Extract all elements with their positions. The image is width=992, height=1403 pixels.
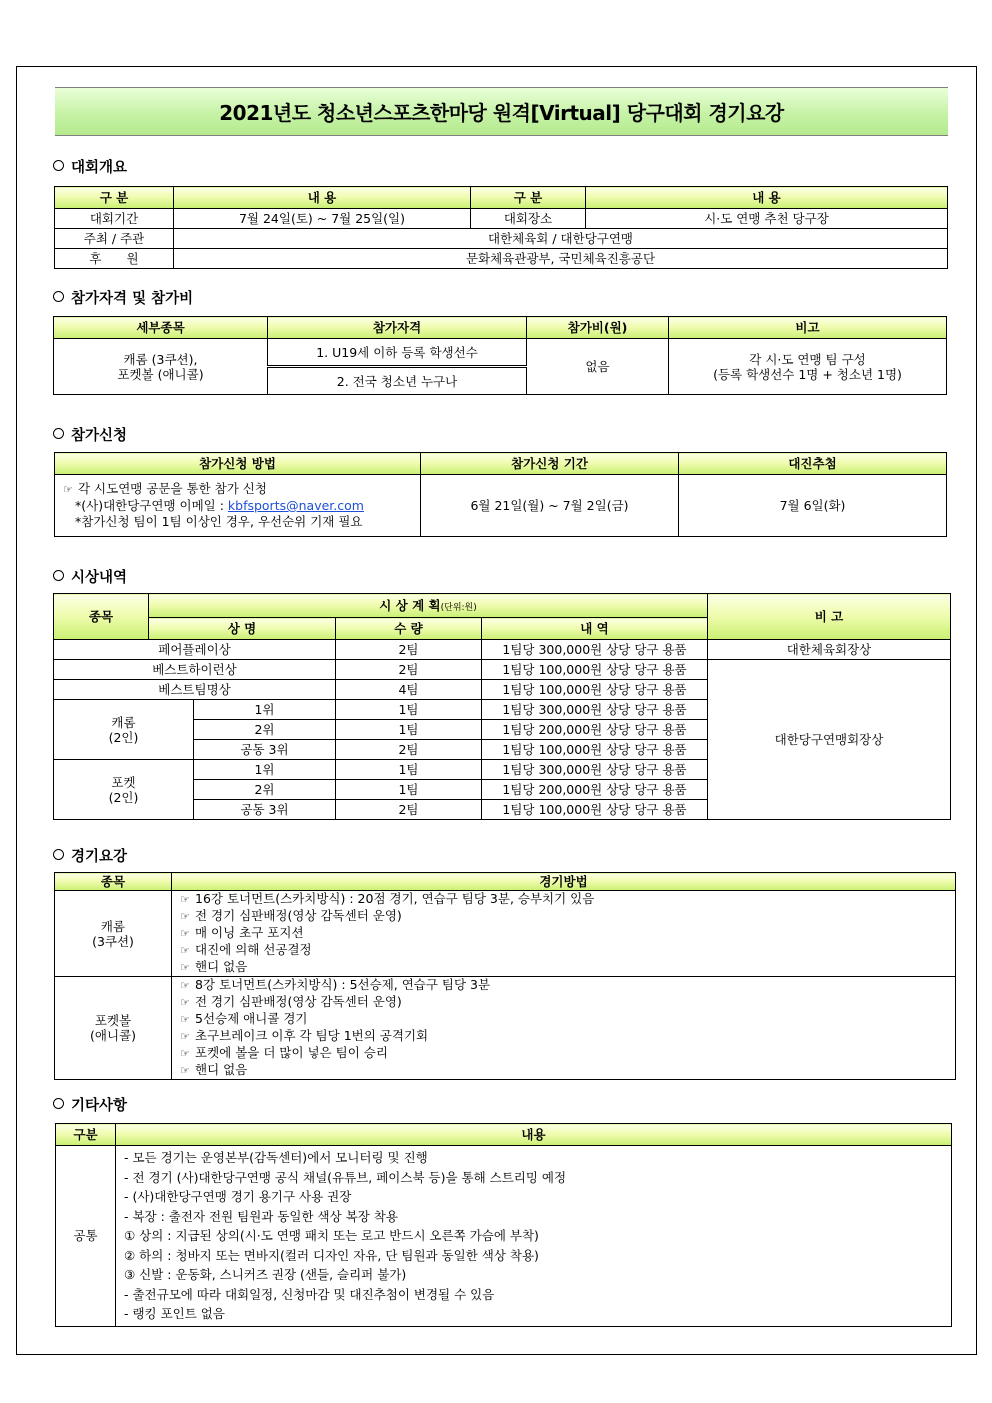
header-cell: 대진추첨: [679, 453, 947, 475]
host-value: 대한체육회 / 대한당구연맹: [174, 229, 948, 249]
circle-icon: [53, 849, 64, 860]
list-item: ☞ 8강 토너먼트(스카치방식) : 5선승제, 연습구 팀당 3분: [180, 977, 491, 992]
qualification-1: 1. U19세 이하 등록 학생선수: [268, 339, 527, 367]
pointing-hand-icon: ☞: [180, 910, 190, 923]
header-cell: 수 량: [336, 618, 482, 640]
section-heading-rules: 경기요강: [53, 845, 127, 866]
misc-list: [116, 1146, 952, 1327]
pocket-rules-label: 포켓볼 (애니콜): [55, 977, 172, 1080]
section-heading-eligibility: 참가자격 및 참가비: [53, 287, 193, 308]
circle-icon: [53, 291, 64, 302]
section-heading-overview: 대회개요: [53, 156, 127, 177]
federation-note: 대한당구연맹회장상: [708, 660, 951, 820]
application-method: ☞ 각 시도연맹 공문을 통한 참가 신청 *(사)대한당구연맹 이메일 : kbfsports@naver.com *참가신청 팀이 1팀 이상인 경우, 우선순위 기재 필요: [55, 475, 421, 537]
list-item: ☞ 매 이닝 초구 포지션: [180, 925, 304, 940]
pointing-hand-icon: ☞: [180, 944, 190, 957]
sponsor-value: 문화체육관광부, 국민체육진흥공단: [174, 249, 948, 269]
header-cell: 참가신청 방법: [55, 453, 421, 475]
list-item: ① 상의 : 지급된 상의(시·도 연맹 패치 또는 로고 반드시 오른쪽 가슴에 부착): [124, 1228, 539, 1243]
section-heading-application: 참가신청: [53, 424, 127, 445]
list-item: ☞ 초구브레이크 이후 각 팀당 1번의 공격기회: [180, 1028, 429, 1043]
circle-icon: [53, 570, 64, 581]
circle-icon: [53, 160, 64, 171]
header-cell: 상 명: [149, 618, 336, 640]
pointing-hand-icon: ☞: [63, 483, 73, 496]
table-row: 베스트팀명상 4팀 1팀당 100,000원 상당 당구 용품: [54, 680, 951, 700]
rules-table: [54, 872, 956, 1080]
eligibility-table: [53, 316, 947, 395]
list-item: - 전 경기 (사)대한당구연맹 공식 채널(유튜브, 페이스북 등)을 통해 스트리밍 예정: [124, 1169, 567, 1185]
qualification-2: 2. 전국 청소년 누구나: [268, 367, 527, 395]
list-item: ☞ 전 경기 심판배정(영상 감독센터 운영): [180, 908, 402, 923]
section-heading-misc: 기타사항: [53, 1094, 127, 1115]
application-table: [54, 452, 947, 537]
header-cell: 비고: [669, 317, 947, 339]
circle-icon: [53, 428, 64, 439]
sponsor-label: 후 원: [55, 249, 174, 269]
list-item: ☞ 대진에 의해 선공결정: [180, 942, 312, 957]
circle-icon: [53, 1098, 64, 1109]
misc-table: [55, 1123, 952, 1327]
header-cell: 비 고: [708, 594, 951, 640]
table-row: 페어플레이상 2팀 1팀당 300,000원 상당 당구 용품 대한체육회장상: [54, 640, 951, 660]
event-cell: 캐롬 (3쿠션), 포켓볼 (애니콜): [54, 339, 268, 395]
pocket-rules-list: [172, 977, 956, 1080]
fee-cell: 없음: [527, 339, 669, 395]
list-item: - 출전규모에 따라 대회일정, 신청마감 및 대진추첨이 변경될 수 있음: [124, 1286, 495, 1302]
list-item: ② 하의 : 청바지 또는 면바지(컬러 디자인 자유, 단 팀원과 동일한 색상 착용): [124, 1247, 539, 1263]
venue-value: 시·도 연맹 추천 당구장: [586, 209, 948, 229]
pointing-hand-icon: ☞: [180, 1064, 190, 1077]
pointing-hand-icon: ☞: [180, 996, 190, 1009]
header-cell: 내용: [116, 1124, 952, 1146]
header-cell: 참가신청 기간: [421, 453, 679, 475]
list-item: ☞ 핸디 없음: [180, 959, 248, 974]
table-row: 2위 1팀 1팀당 200,000원 상당 당구 용품: [54, 720, 951, 740]
pointing-hand-icon: ☞: [180, 1013, 190, 1026]
header-cell: 구 분: [471, 187, 586, 209]
table-row: 2위 1팀 1팀당 200,000원 상당 당구 용품: [54, 780, 951, 800]
section-heading-awards: 시상내역: [53, 566, 127, 587]
carom-rules-list: [172, 891, 956, 977]
pointing-hand-icon: ☞: [180, 1030, 190, 1043]
header-cell: 구 분: [55, 187, 174, 209]
overview-table: [54, 186, 948, 269]
header-cell: 참가자격: [268, 317, 527, 339]
header-cell: 시 상 계 획(단위:원): [149, 594, 708, 618]
list-item: ③ 신발 : 운동화, 스니커즈 권장 (샌들, 슬리퍼 불가): [124, 1267, 407, 1282]
list-item: ☞ 포켓에 볼을 더 많이 넣은 팀이 승리: [180, 1045, 388, 1060]
email-link[interactable]: kbfsports@naver.com: [227, 498, 364, 513]
list-item: ☞ 핸디 없음: [180, 1062, 248, 1077]
carom-label: 캐롬 (2인): [54, 700, 194, 760]
header-cell: 내 역: [482, 618, 708, 640]
document-title: 2021년도 청소년스포츠한마당 원격[Virtual] 당구대회 경기요강: [55, 87, 948, 136]
list-item: - (사)대한당구연맹 경기 용기구 사용 권장: [124, 1189, 352, 1204]
note-cell: 각 시·도 연맹 팀 구성 (등록 학생선수 1명 + 청소년 1명): [669, 339, 947, 395]
pointing-hand-icon: ☞: [180, 979, 190, 992]
list-item: ☞ 16강 토너먼트(스카치방식) : 20점 경기, 연습구 팀당 3분, 승부치기 있음: [180, 891, 595, 906]
period-value: 7월 24일(토) ~ 7월 25일(일): [174, 209, 471, 229]
table-row: 공동 3위 2팀 1팀당 100,000원 상당 당구 용품: [54, 800, 951, 820]
draw-date: 7월 6일(화): [679, 475, 947, 537]
application-period: 6월 21일(월) ~ 7월 2일(금): [421, 475, 679, 537]
header-cell: 세부종목: [54, 317, 268, 339]
period-label: 대회기간: [55, 209, 174, 229]
venue-label: 대회장소: [471, 209, 586, 229]
table-row: 공동 3위 2팀 1팀당 100,000원 상당 당구 용품: [54, 740, 951, 760]
table-row: 캐롬 (2인) 1위 1팀 1팀당 300,000원 상당 당구 용품: [54, 700, 951, 720]
pointing-hand-icon: ☞: [180, 961, 190, 974]
pointing-hand-icon: ☞: [180, 927, 190, 940]
header-cell: 종목: [54, 594, 149, 640]
pocket-label: 포켓 (2인): [54, 760, 194, 820]
awards-table: [53, 593, 951, 820]
list-item: ☞ 전 경기 심판배정(영상 감독센터 운영): [180, 994, 402, 1009]
header-cell: 경기방법: [172, 873, 956, 891]
misc-category: 공통: [56, 1146, 116, 1327]
pointing-hand-icon: ☞: [180, 1047, 190, 1060]
list-item: ☞ 5선승제 애니콜 경기: [180, 1011, 308, 1026]
table-row: 포켓 (2인) 1위 1팀 1팀당 300,000원 상당 당구 용품: [54, 760, 951, 780]
header-cell: 참가비(원): [527, 317, 669, 339]
list-item: - 랭킹 포인트 없음: [124, 1306, 225, 1321]
header-cell: 종목: [55, 873, 172, 891]
list-item: - 모든 경기는 운영본부(감독센터)에서 모니터링 및 진행: [124, 1150, 428, 1165]
header-cell: 내 용: [586, 187, 948, 209]
list-item: - 복장 : 출전자 전원 팀원과 동일한 색상 복장 착용: [124, 1208, 398, 1224]
header-cell: 구분: [56, 1124, 116, 1146]
carom-rules-label: 캐롬 (3쿠션): [55, 891, 172, 977]
pointing-hand-icon: ☞: [180, 893, 190, 906]
host-label: 주최 / 주관: [55, 229, 174, 249]
table-row: 베스트하이런상 2팀 1팀당 100,000원 상당 당구 용품 대한당구연맹회장상: [54, 660, 951, 680]
header-cell: 내 용: [174, 187, 471, 209]
